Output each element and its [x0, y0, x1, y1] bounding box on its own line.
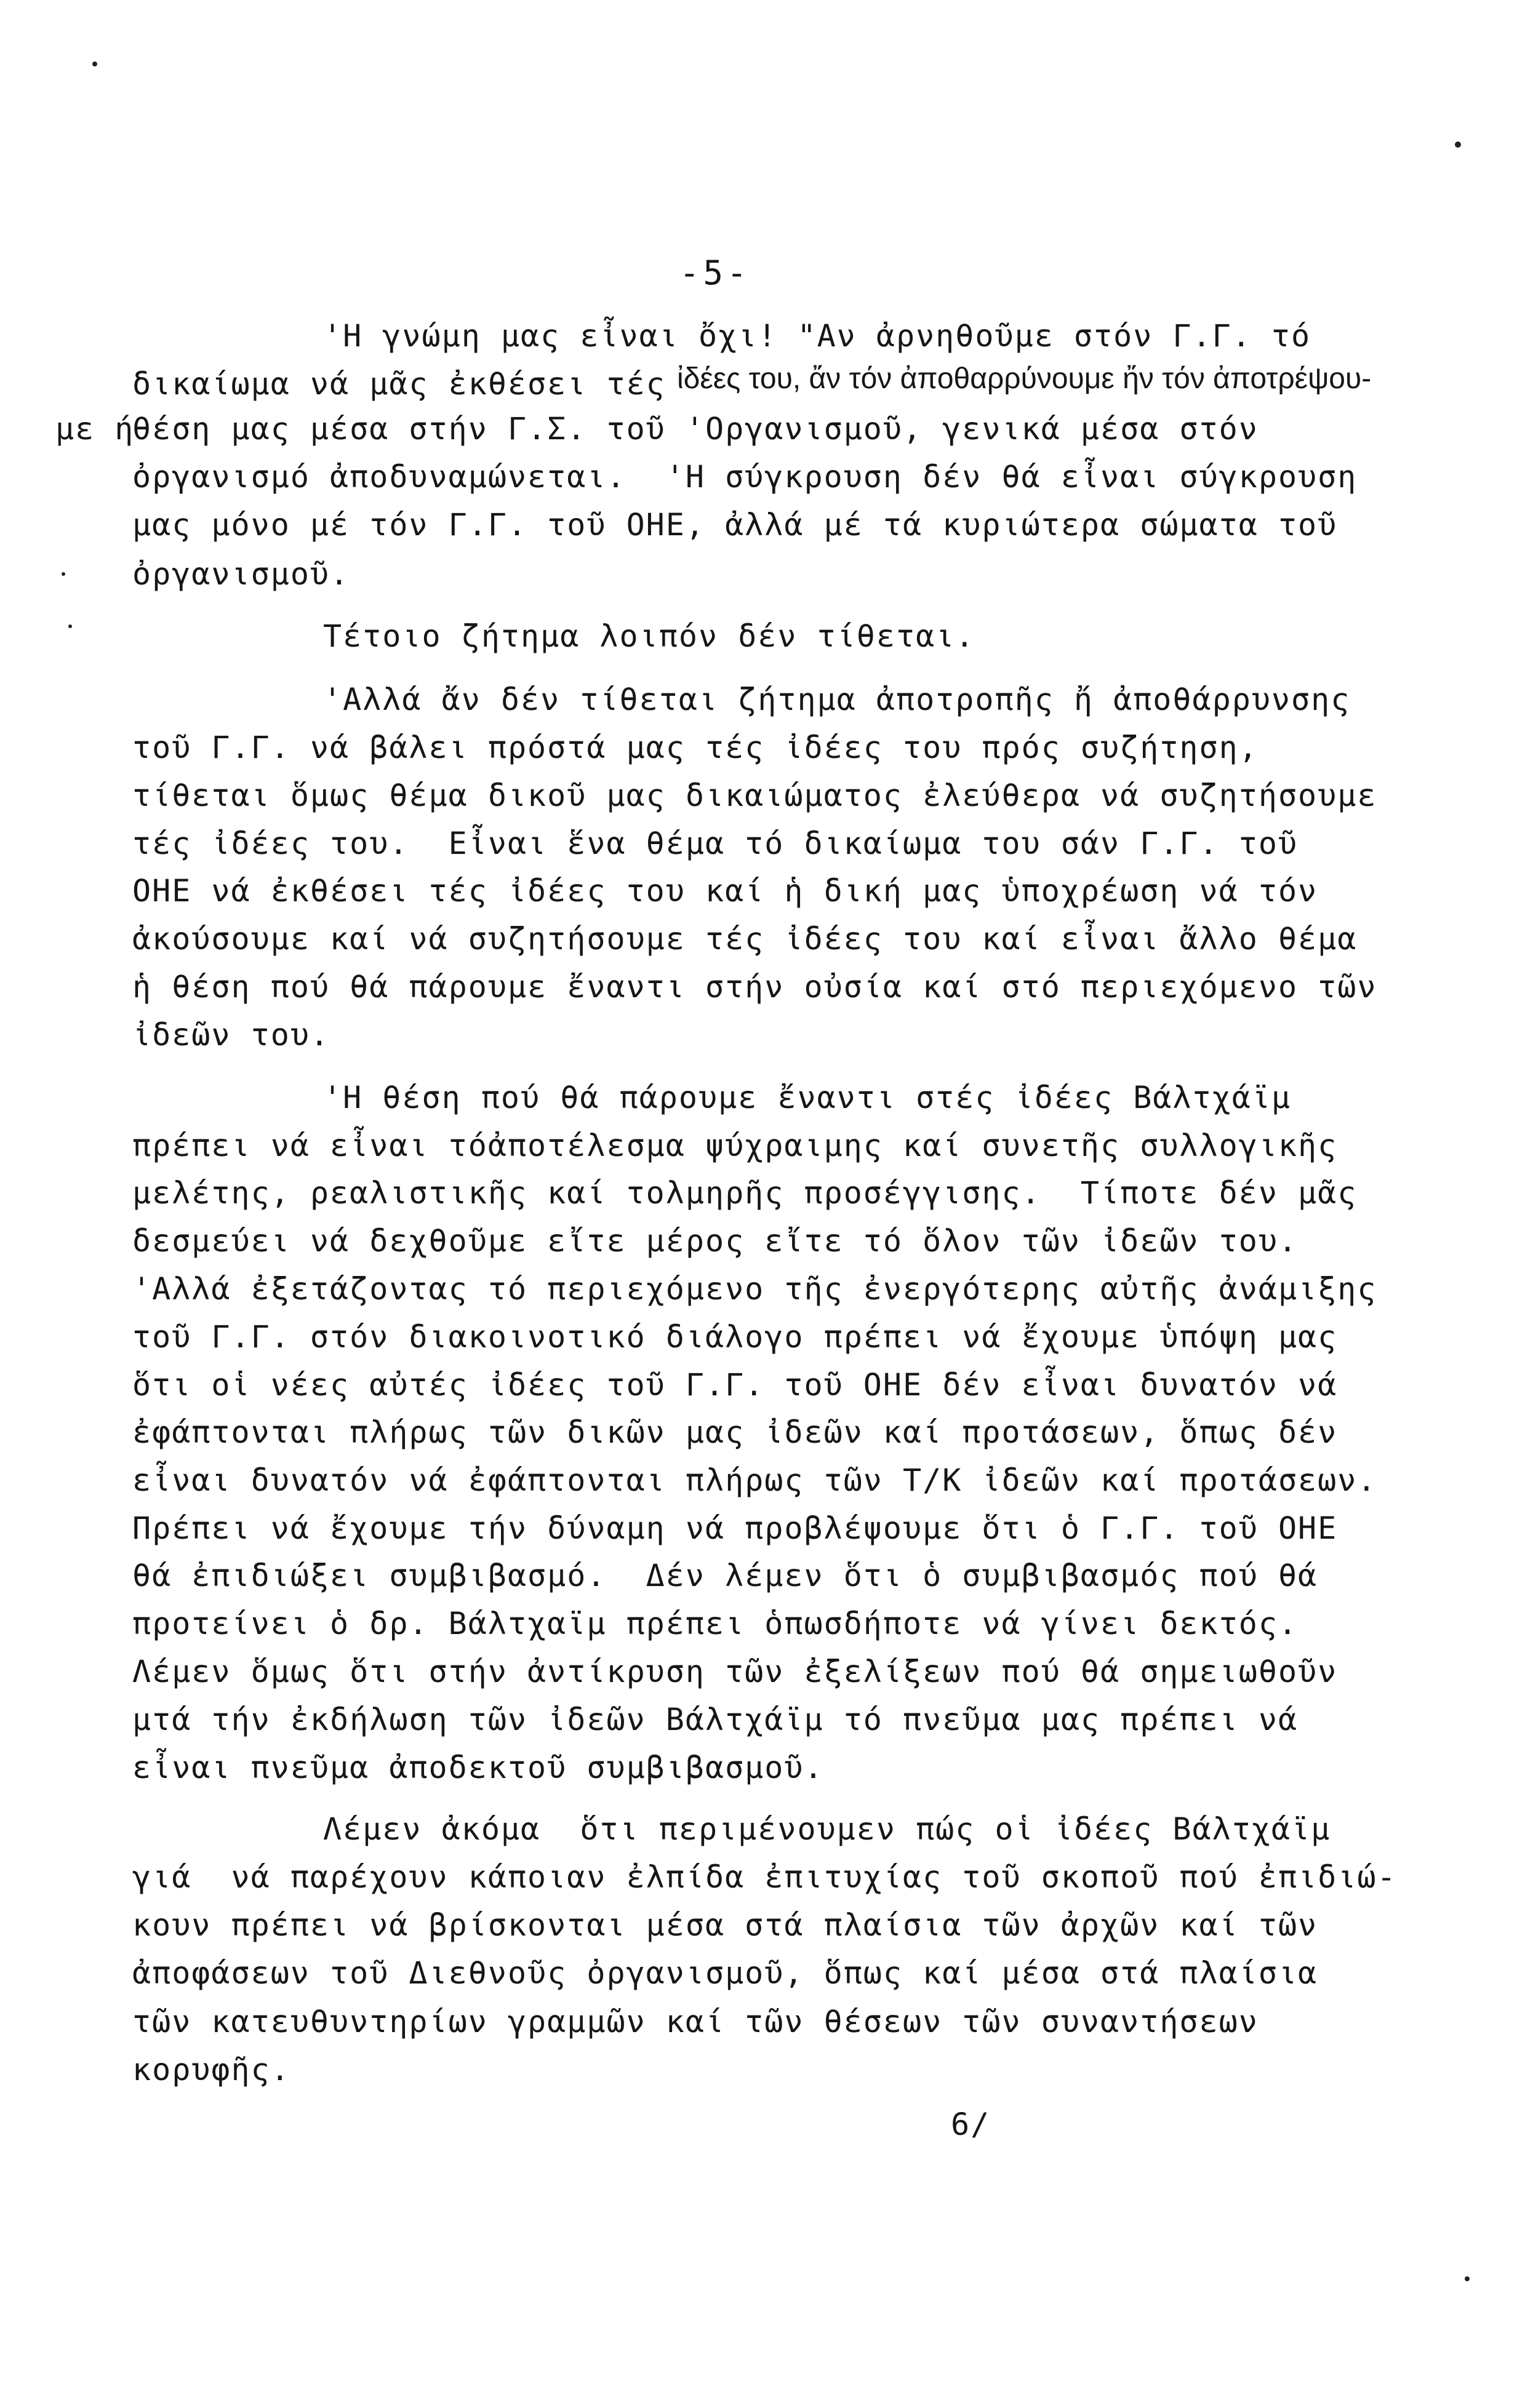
text-line: θά ἐπιδιώξει συμβιβασμό. Δέν λέμεν ὅτι ὁ συμβιβασμός πού θά — [132, 1558, 1318, 1593]
text-line: 'Η γνώμη μας εἶναι ὄχι! "Αν ἀρνηθοῦμε στόν Γ.Γ. τό — [323, 318, 1311, 354]
scan-speck — [92, 62, 97, 66]
text-line: ἰδεῶν του. — [132, 1017, 330, 1053]
text-line: ἀποφάσεων τοῦ Διεθνοῦς ὀργανισμοῦ, ὅπως καί μέσα στά πλαίσια — [132, 1955, 1318, 1991]
text-line: κουν πρέπει νά βρίσκονται μέσα στά πλαίσια τῶν ἀρχῶν καί τῶν — [132, 1907, 1318, 1943]
text-line: ὅτι οἱ νέες αὐτές ἰδέες τοῦ Γ.Γ. τοῦ ΟΗΕ δέν εἶναι δυνατόν νά — [132, 1367, 1338, 1403]
text-line: γιά νά παρέχουν κάποιαν ἐλπίδα ἐπιτυχίας τοῦ σκοποῦ πού ἐπιδιώ- — [132, 1859, 1397, 1895]
text-line: Λέμεν ὅμως ὅτι στήν ἀντίκρυση τῶν ἐξελίξεων πού θά σημειωθοῦν — [132, 1654, 1338, 1689]
text-line: πρέπει νά εἶναι τόἀποτέλεσμα ψύχραιμης καί συνετῆς συλλογικῆς — [132, 1128, 1338, 1163]
text-line: τοῦ Γ.Γ. νά βάλει πρόστά μας τές ἰδέες του πρός συζήτηση, — [132, 730, 1259, 765]
text-line: ΟΗΕ νά ἐκθέσει τές ἰδέες του καί ἡ δική μας ὑποχρέωση νά τόν — [132, 873, 1318, 909]
text-line: ἡ θέση πού θά πάρουμε ἔναντι στήν οὐσία καί στό περιεχόμενο τῶν — [132, 969, 1377, 1005]
text-line: μτά τήν ἐκδήλωση τῶν ἰδεῶν Βάλτχάϊμ τό πνεῦμα μας πρέπει νά — [132, 1702, 1299, 1737]
text-line: τές ἰδέες του. Εἶναι ἕνα θέμα τό δικαίωμα του σάν Γ.Γ. τοῦ — [132, 826, 1299, 861]
scan-speck — [62, 572, 65, 576]
text-line: 'Η θέση πού θά πάρουμε ἔναντι στές ἰδέες Βάλτχάϊμ — [323, 1080, 1292, 1115]
page-number: -5- — [679, 253, 751, 292]
text-line: εἶναι πνεῦμα ἀποδεκτοῦ συμβιβασμοῦ. — [132, 1750, 824, 1785]
text-line: προτείνει ὁ δρ. Βάλτχαϊμ πρέπει ὁπωσδήποτε νά γίνει δεκτός. — [132, 1606, 1299, 1641]
text-line: τίθεται ὅμως θέμα δικοῦ μας δικαιώματος ἐλεύθερα νά συζητήσουμε — [132, 778, 1377, 813]
scan-speck — [68, 624, 72, 628]
text-line: κορυφῆς. — [132, 2052, 290, 2087]
text-line: τῶν κατευθυντηρίων γραμμῶν καί τῶν θέσεων τῶν συναντήσεων — [132, 2004, 1259, 2039]
text-line: δικαίωμα νά μᾶς ἐκθέσει τές — [132, 366, 666, 402]
text-line: δεσμεύει νά δεχθοῦμε εἴτε μέρος εἴτε τό ὅλον τῶν ἰδεῶν του. — [132, 1223, 1299, 1259]
footer-page-ref: 6/ — [951, 2107, 991, 2142]
text-line: ὀργανισμό ἀποδυναμώνεται. 'Η σύγκρουση δέν θά εἶναι σύγκρουση — [132, 459, 1358, 495]
text-line: μελέτης, ρεαλιστικῆς καί τολμηρῆς προσέγγισης. Τίποτε δέν μᾶς — [132, 1175, 1358, 1211]
text-line: Τέτοιο ζήτημα λοιπόν δέν τίθεται. — [323, 618, 975, 654]
text-line: ἐφάπτονται πλήρως τῶν δικῶν μας ἰδεῶν καί προτάσεων, ὅπως δέν — [132, 1414, 1338, 1450]
text-line: 'Αλλά ἄν δέν τίθεται ζήτημα ἀποτροπῆς ἤ ἀποθάρρυνσης — [323, 682, 1351, 717]
text-line: 'Αλλά ἐξετάζοντας τό περιεχόμενο τῆς ἐνεργότερης αὐτῆς ἀνάμιξης — [132, 1271, 1377, 1307]
text-line: εἶναι δυνατόν νά ἐφάπτονται πλήρως τῶν Τ/Κ ἰδεῶν καί προτάσεων. — [132, 1462, 1377, 1498]
text-line: θέση μας μέσα στήν Γ.Σ. τοῦ 'Οργανισμοῦ, γενικά μέσα στόν — [132, 411, 1259, 447]
text-line: Πρέπει νά ἔχουμε τήν δύναμη νά προβλέψουμε ὅτι ὁ Γ.Γ. τοῦ ΟΗΕ — [132, 1510, 1338, 1546]
text-line: ἀκούσουμε καί νά συζητήσουμε τές ἰδέες του καί εἶναι ἄλλο θέμα — [132, 921, 1358, 957]
text-line: ὀργανισμοῦ. — [132, 556, 350, 592]
margin-note: με ή — [55, 411, 135, 447]
scan-speck — [1455, 142, 1461, 148]
scan-speck — [1465, 2276, 1470, 2281]
text-line: Λέμεν ἀκόμα ὅτι περιμένουμεν πώς οἱ ἰδέες Βάλτχάϊμ — [323, 1811, 1331, 1847]
text-line: τοῦ Γ.Γ. στόν διακοινοτικό διάλογο πρέπει νά ἔχουμε ὑπόψη μας — [132, 1319, 1338, 1355]
text-line: μας μόνο μέ τόν Γ.Γ. τοῦ ΟΗΕ, ἀλλά μέ τά κυριώτερα σώματα τοῦ — [132, 507, 1338, 543]
handwritten-insert: ἰδέες του, ἄν τόν ἀποθαρρύνουμε ἤν τόν ἀποτρέψου- — [677, 362, 1372, 395]
